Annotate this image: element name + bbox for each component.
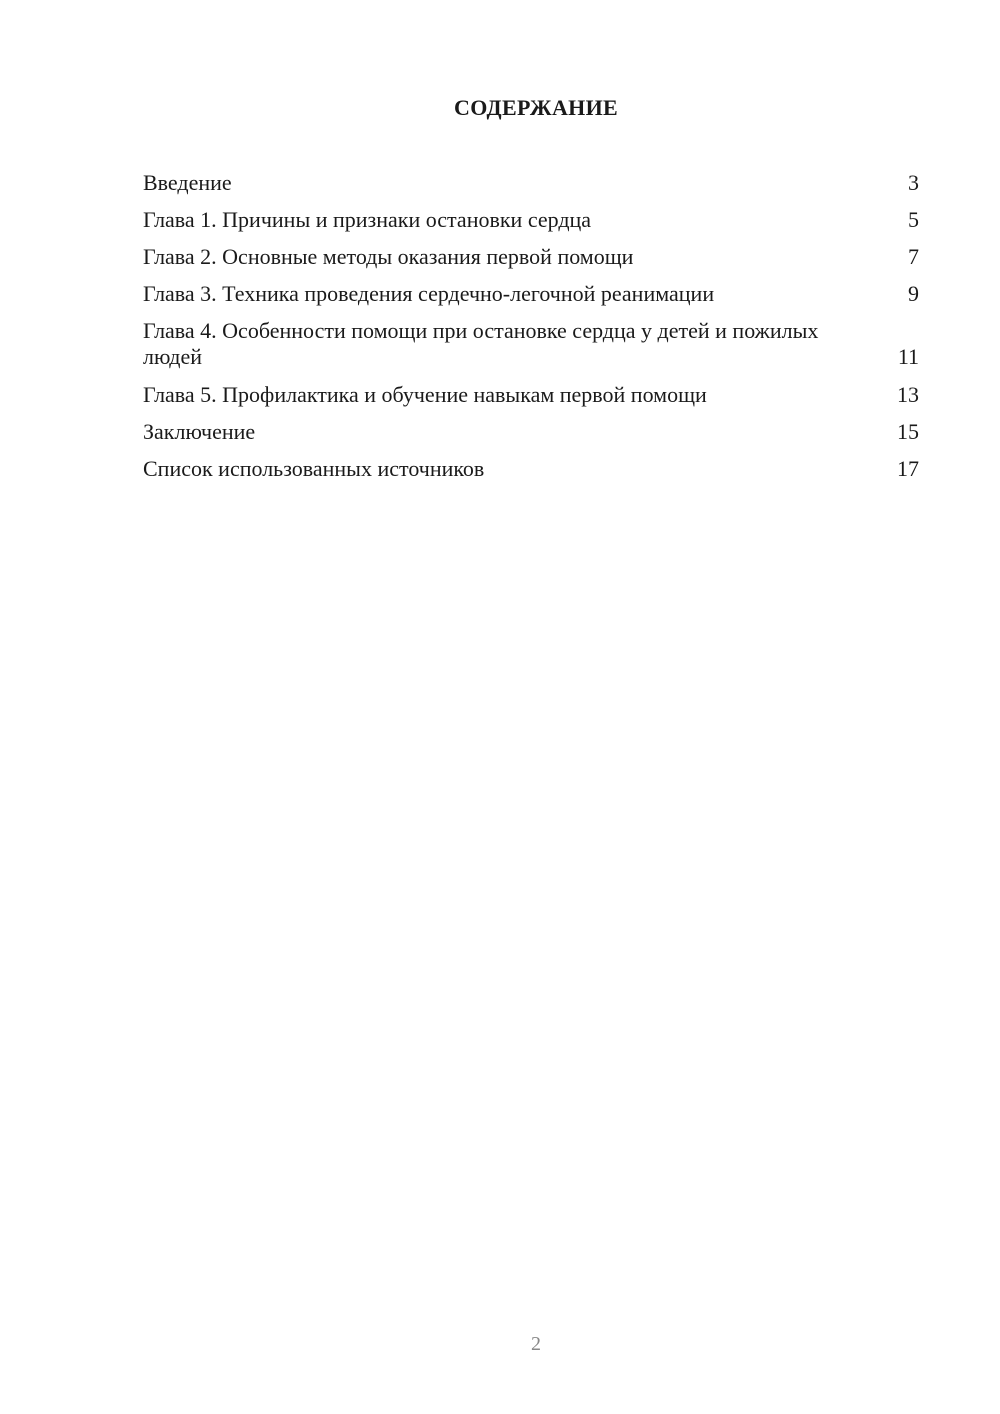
toc-entry-page: 3 xyxy=(908,170,919,195)
toc-entry-label: Глава 1. Причины и признаки остановки сердца xyxy=(143,207,592,232)
toc-entry-label: Глава 2. Основные методы оказания первой помощи xyxy=(143,244,634,269)
toc-entry-page: 13 xyxy=(897,382,919,407)
toc-entry-page: 17 xyxy=(897,456,919,481)
toc-entry-label: Заключение xyxy=(143,419,256,444)
toc-entry xyxy=(143,419,919,445)
toc-entry-label: Введение xyxy=(143,170,232,195)
table-of-contents xyxy=(143,170,919,493)
toc-entry xyxy=(143,207,919,233)
toc-entry-label: Глава 3. Техника проведения сердечно-легочной реанимации xyxy=(143,281,715,306)
page-number: 2 xyxy=(531,1333,541,1355)
toc-entry xyxy=(143,244,919,270)
toc-entry xyxy=(143,281,919,307)
toc-entry-page: 9 xyxy=(908,281,919,306)
toc-entry-page: 5 xyxy=(908,207,919,232)
toc-entry-page: 15 xyxy=(897,419,919,444)
toc-entry-label: Глава 4. Особенности помощи при остановке сердца у детей и пожилых людей xyxy=(143,318,819,369)
toc-entry-label: Глава 5. Профилактика и обучение навыкам первой помощи xyxy=(143,382,707,407)
toc-entry-label: Список использованных источников xyxy=(143,456,485,481)
toc-entry xyxy=(143,382,919,408)
toc-entry-page: 7 xyxy=(908,244,919,269)
toc-entry xyxy=(143,318,919,370)
toc-entry xyxy=(143,456,919,482)
page-title: СОДЕРЖАНИЕ xyxy=(454,95,618,120)
toc-entry xyxy=(143,170,919,196)
toc-entry-page: 11 xyxy=(897,344,919,369)
